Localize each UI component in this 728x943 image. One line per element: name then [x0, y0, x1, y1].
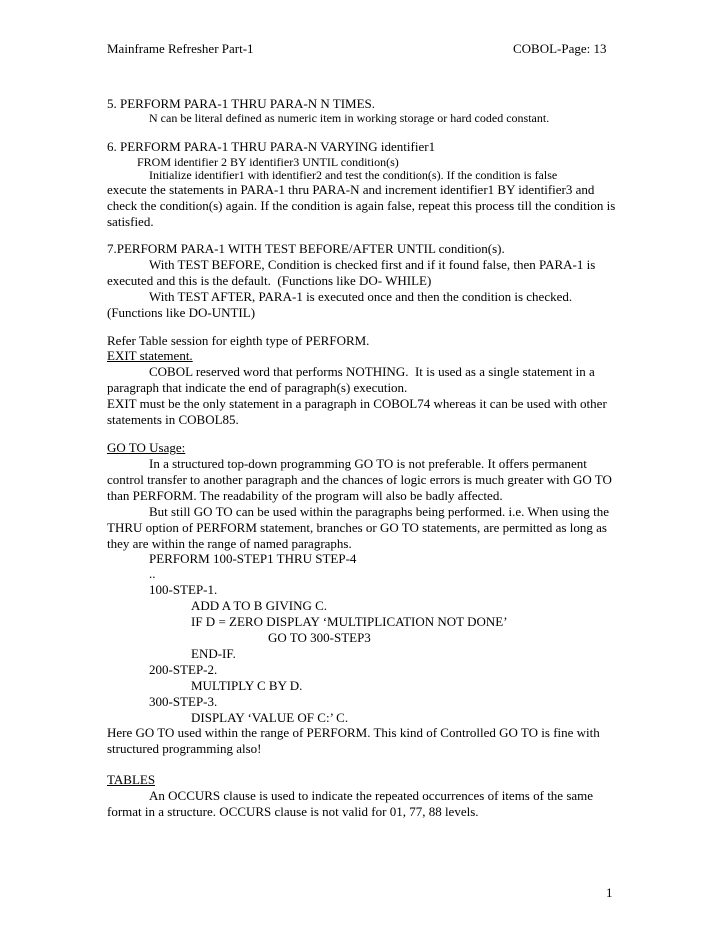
section-7-para-4: (Functions like DO-UNTIL) [107, 305, 256, 320]
goto-para-3: than PERFORM. The readability of the program will also be badly affected. [107, 488, 503, 503]
section-6-para-1: Initialize identifier1 with identifier2 and test the condition(s). If the condition is false [149, 168, 558, 182]
section-6-para-2: execute the statements in PARA-1 thru PARA-N and increment identifier1 BY identifier3 and [107, 182, 595, 197]
header-left: Mainframe Refresher Part-1 [107, 41, 254, 56]
section-7-para-1: With TEST BEFORE, Condition is checked first and if it found false, then PARA-1 is [149, 257, 596, 272]
goto-para-4: But still GO TO can be used within the paragraphs being performed. i.e. When using the [149, 504, 609, 519]
goto-para-6: they are within the range of named paragraphs. [107, 536, 352, 551]
code-line: END-IF. [191, 646, 236, 661]
exit-heading: EXIT statement. [107, 348, 193, 363]
code-line: ADD A TO B GIVING C. [191, 598, 328, 613]
section-6-title: 6. PERFORM PARA-1 THRU PARA-N VARYING identifier1 [107, 139, 436, 154]
exit-para-2: paragraph that indicate the end of paragraph(s) execution. [107, 380, 408, 395]
section-6-para-4: satisfied. [107, 214, 154, 229]
goto-heading: GO TO Usage: [107, 440, 186, 455]
code-line: 100-STEP-1. [149, 582, 218, 597]
goto-para-8: structured programming also! [107, 741, 262, 756]
section-5-note: N can be literal defined as numeric item in working storage or hard coded constant. [149, 111, 550, 125]
tables-heading: TABLES [107, 772, 156, 787]
section-7-para-3: With TEST AFTER, PARA-1 is executed once and then the condition is checked. [149, 289, 573, 304]
code-line: MULTIPLY C BY D. [191, 678, 303, 693]
goto-para-7: Here GO TO used within the range of PERFORM. This kind of Controlled GO TO is fine with [107, 725, 600, 740]
exit-para-1: COBOL reserved word that performs NOTHING. It is used as a single statement in a [149, 364, 595, 379]
header-right: COBOL-Page: 13 [513, 41, 607, 56]
exit-para-3: EXIT must be the only statement in a paragraph in COBOL74 whereas it can be used with other [107, 396, 607, 411]
section-7-para-2: executed and this is the default. (Functions like DO- WHILE) [107, 273, 432, 288]
code-line: 300-STEP-3. [149, 694, 218, 709]
section-6-para-3: check the condition(s) again. If the condition is again false, repeat this process till the condition is [107, 198, 616, 213]
section-6-from: FROM identifier 2 BY identifier3 UNTIL condition(s) [137, 155, 399, 169]
tables-para-2: format in a structure. OCCURS clause is not valid for 01, 77, 88 levels. [107, 804, 479, 819]
code-line: IF D = ZERO DISPLAY ‘MULTIPLICATION NOT DONE’ [191, 614, 508, 629]
exit-para-4: statements in COBOL85. [107, 412, 239, 427]
tables-para-1: An OCCURS clause is used to indicate the repeated occurrences of items of the same [149, 788, 594, 803]
page-number: 1 [606, 885, 613, 900]
goto-para-5: THRU option of PERFORM statement, branches or GO TO statements, are permitted as long as [107, 520, 607, 535]
goto-para-2: control transfer to another paragraph and the chances of logic errors is much greater with GO TO [107, 472, 612, 487]
section-5-title: 5. PERFORM PARA-1 THRU PARA-N N TIMES. [107, 96, 376, 111]
section-7-title: 7.PERFORM PARA-1 WITH TEST BEFORE/AFTER UNTIL condition(s). [107, 241, 505, 256]
code-line: PERFORM 100-STEP1 THRU STEP-4 [149, 551, 357, 566]
goto-para-1: In a structured top-down programming GO TO is not preferable. It offers permanent [149, 456, 587, 471]
code-line: GO TO 300-STEP3 [268, 630, 371, 645]
refer-note: Refer Table session for eighth type of PERFORM. [107, 333, 370, 348]
code-line: .. [149, 566, 156, 581]
code-line: 200-STEP-2. [149, 662, 218, 677]
code-line: DISPLAY ‘VALUE OF C:’ C. [191, 710, 349, 725]
